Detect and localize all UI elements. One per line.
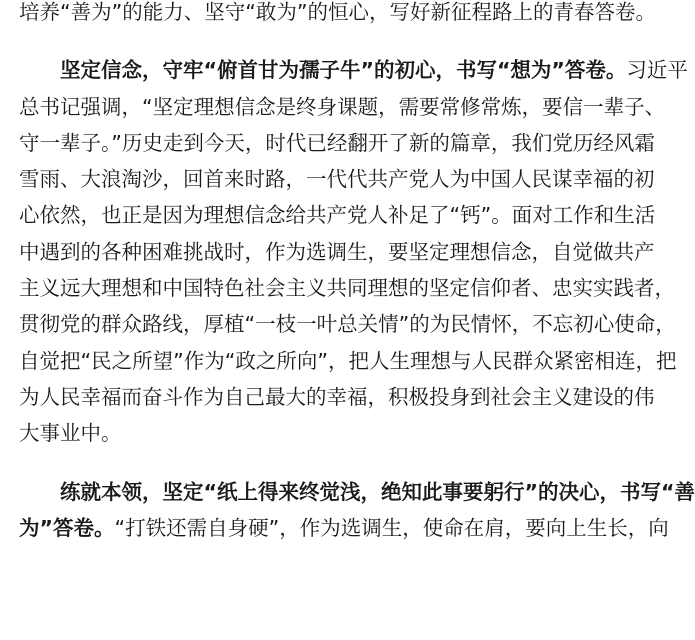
paragraph-spacer (19, 452, 622, 474)
text-line: 总书记强调，“坚定理想信念是终身课题，需要常修常炼，要信一辈子、 (19, 94, 666, 119)
text-line: 培养“善为”的能力、坚守“敢为”的恒心，写好新征程路上的青春答卷。 (19, 0, 656, 24)
paragraph-heading: 练就本领，坚定“纸上得来终觉浅，绝知此事要躬行”的决心，书写“善 (60, 479, 695, 504)
text-run: 习近平 (626, 58, 688, 83)
paragraph-intro-end (19, 0, 656, 30)
text-line: 守一辈子。”历史走到今天，时代已经翻开了新的篇章，我们党历经风霜 (19, 130, 655, 155)
paragraph-spacer (19, 30, 622, 52)
paragraph-firm-belief (19, 52, 688, 451)
text-line: 为人民幸福而奋斗作为自己最大的幸福，积极投身到社会主义建设的伟 (19, 384, 655, 409)
text-line (19, 52, 688, 88)
text-line: 中遇到的各种困难挑战时，作为选调生，要坚定理想信念，自觉做共产 (19, 239, 655, 264)
text-line (19, 510, 669, 546)
article-body (19, 0, 695, 546)
text-line: 主义远大理想和中国特色社会主义共同理想的坚定信仰者、忠实实践者， (19, 276, 675, 301)
text-line: 心依然，也正是因为理想信念给共产党人补足了“钙”。面对工作和生活 (19, 203, 656, 228)
text-run: “打铁还需自身硬”，作为选调生，使命在肩，要向上生长，向 (114, 515, 669, 540)
paragraph-heading: 坚定信念，守牢“俯首甘为孺子牛”的初心，书写“想为”答卷。 (60, 58, 627, 83)
paragraph-heading-end: 为”答卷。 (19, 515, 115, 540)
text-line: 大事业中。 (19, 421, 122, 446)
text-line: 贯彻党的群众路线，厚植“一枝一叶总关情”的为民情怀，不忘初心使命， (19, 312, 676, 337)
paragraph-build-skills (19, 474, 695, 547)
text-line: 自觉把“民之所望”作为“政之所向”，把人生理想与人民群众紧密相连，把 (19, 348, 677, 373)
text-line: 雪雨、大浪淘沙，回首来时路，一代代共产党人为中国人民谋幸福的初 (19, 167, 655, 192)
